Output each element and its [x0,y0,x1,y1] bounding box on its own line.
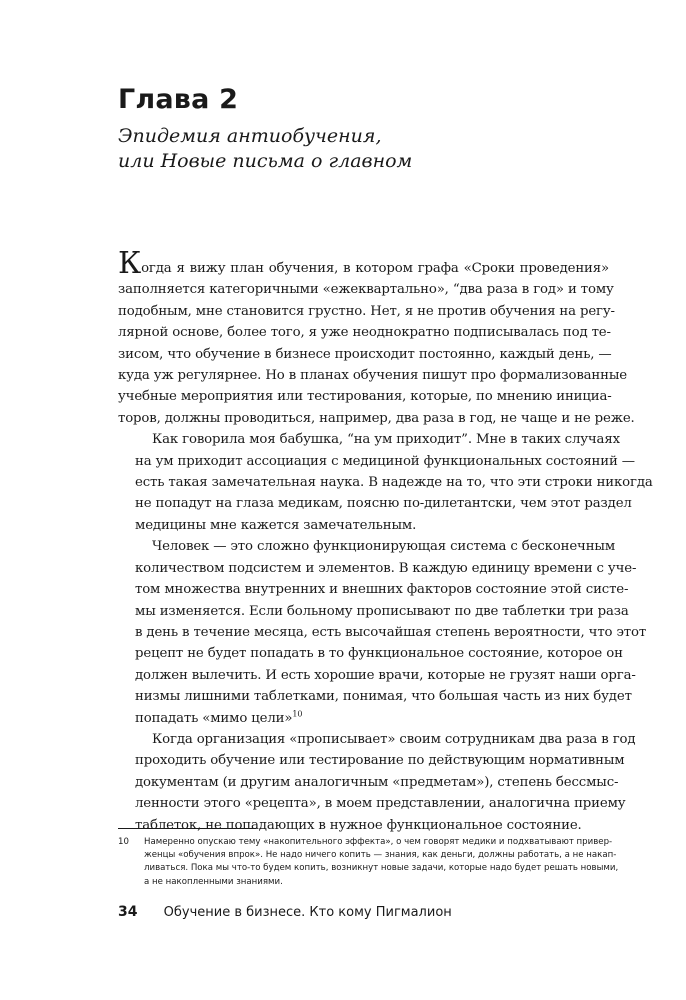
text-line: на ум приходит ассоциация с медициной функциональных состояний — [135,453,635,469]
text-line: попадать «мимо цели»$^{10}$ [135,709,303,726]
page-footer [118,904,452,920]
text-line: торов, должны проводиться, например, два раза в год, не чаще и не реже. [118,410,635,426]
text-line: зисом, что обучение в бизнесе происходит постоянно, каждый день, — [118,346,612,362]
text-line: в день в течение месяца, есть высочайшая степень вероятности, что этот [135,624,647,640]
text-line: Как говорила моя бабушка, “на ум приходит”. Мне в таких случаях [152,432,620,448]
subtitle-line: Эпидемия антиобучения, [118,125,382,147]
text-line: Человек — это сложно функционирующая система с бесконечным [152,539,616,555]
text-line: Когда я вижу план обучения, в котором графа «Сроки проведения» [118,246,609,281]
page-number: 34 [118,904,138,920]
paragraph-3 [118,536,647,729]
text-line: лярной основе, более того, я уже неоднократно подписывалась под те- [118,325,611,341]
paragraph-1 [118,246,635,429]
footnote-divider [118,828,256,829]
footnote-line: а не накопленными знаниями. [144,876,283,887]
text-line: не попадут на глаза медикам, поясню по-дилетантски, чем этот раздел [135,496,632,512]
drop-cap: К [118,246,142,281]
text-line: количеством подсистем и элементов. В каждую единицу времени с уче- [135,560,637,576]
text-line: заполняется категоричными «ежеквартально», “два раза в год» и тому [118,282,614,298]
text-line: медицины мне кажется замечательным. [135,517,417,533]
text-line: куда уж регулярнее. Но в планах обучения пишут про формализованные [118,368,628,384]
paragraph-2 [118,429,653,536]
text-line: низмы лишними таблетками, понимая, что большая часть из них будет [135,689,632,705]
footnote-number: 10 [118,837,129,847]
text-line: ленности этого «рецепта», в моем представлении, аналогична приему [135,796,626,812]
text-line: подобным, мне становится грустно. Нет, я не против обучения на регу- [118,303,615,319]
text-line: должен вылечить. И есть хорошие врачи, которые не грузят наши орга- [135,667,636,683]
text-line: проходить обучение или тестирование по действующим нормативным [135,753,625,769]
text-line: документам (и другим аналогичным «предметам»), степень бессмыс- [135,774,619,790]
text-line: учебные мероприятия или тестирования, которые, по мнению инициа- [118,389,612,405]
footnote-text [144,836,619,889]
text-line: том множества внутренних и внешних факторов состояние этой систе- [135,582,629,598]
running-title: Обучение в бизнесе. Кто кому Пигмалион [163,905,452,920]
chapter-title: Глава 2 [118,84,239,115]
text-line: таблеток, не попадающих в нужное функциональное состояние. [135,817,582,833]
text-line: Когда организация «прописывает» своим сотрудникам два раза в год [152,731,636,747]
footnote-line: Намеренно опускаю тему «накопительного эффекта», о чем говорят медики и подхватывают привер- [144,837,613,847]
text-line: есть такая замечательная наука. В надежде на то, что эти строки никогда [135,475,653,491]
footnote [118,836,619,889]
footnote-line: ливаться. Пока мы что-то будем копить, возникнут новые задачи, которые надо будет решать новыми, [144,863,619,874]
chapter-subtitle [118,124,578,174]
body-text [118,246,653,836]
subtitle-line: или Новые письма о главном [118,150,413,172]
paragraph-4 [118,729,636,836]
footnote-reference[interactable]: 10 [292,709,303,719]
footnote-line: женцы «обучения впрок». Не надо ничего копить — знания, как деньги, должны работать, а не накап- [144,850,617,861]
text-line: мы изменяется. Если больному прописывают по две таблетки три раза [135,603,629,619]
text-line: рецепт не будет попадать в то функциональное состояние, которое он [135,646,623,662]
